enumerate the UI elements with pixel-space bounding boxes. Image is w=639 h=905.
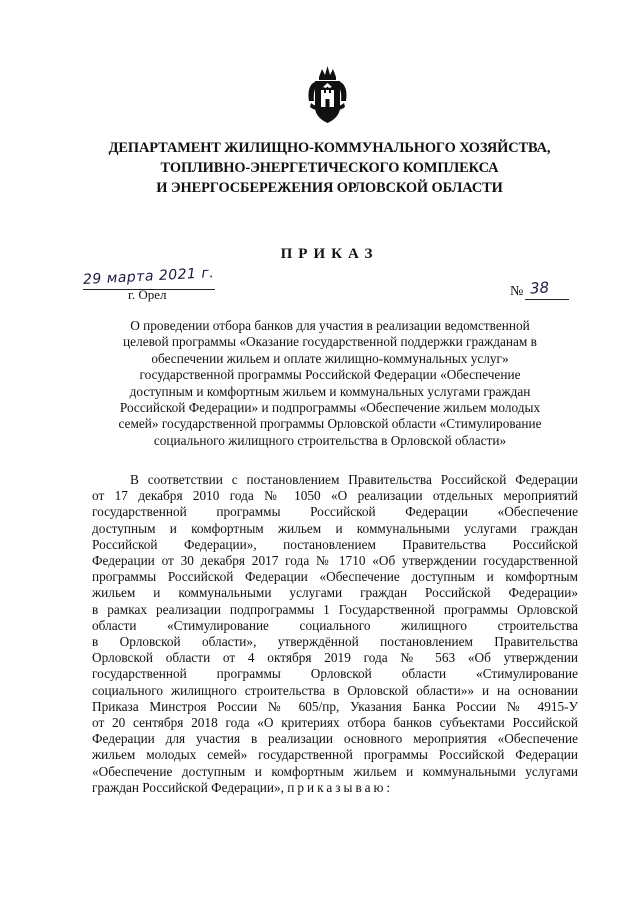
body-line: социального жилищного строительства в Орловской области»» и на основании [92, 682, 578, 698]
body-line: «Обеспечение доступным и комфортным жильем и коммунальными услугами [92, 763, 578, 779]
order-body [92, 472, 578, 796]
coat-of-arms-emblem [305, 63, 350, 127]
body-line: области «Стимулирование социального жилищного строительства [92, 617, 578, 633]
body-line-prefix: граждан Российской Федерации», [92, 779, 284, 795]
subject-line: доступным и комфортным жильем и коммунальных услугами граждан [129, 383, 531, 399]
subject-line: О проведении отбора банков для участия в реализации ведомственной [130, 318, 530, 333]
body-line: программы Российской Федерации «Обеспечение доступным и комфортным [92, 569, 578, 585]
body-line: государственной программы Орловской области «Стимулирование [92, 666, 578, 682]
order-command: приказываю: [287, 779, 394, 795]
body-line: В соответствии с постановлением Правительства Российской Федерации [130, 472, 578, 487]
department-line: ТОПЛИВНО-ЭНЕРГЕТИЧЕСКОГО КОМПЛЕКСА [160, 160, 499, 176]
subject-line: обеспечении жильем и оплате жилищно-коммунальных услуг» [151, 350, 509, 366]
number-underline [525, 299, 569, 300]
handwritten-date: 29 марта 2021 г. [82, 265, 215, 288]
order-number-label: № [510, 284, 524, 299]
subject-line: целевой программы «Оказание государственной поддержки гражданам в [123, 334, 537, 350]
body-line: в Орловской области», утверждённой постановлением Правительства [92, 634, 578, 650]
body-line: Федерации для участия в реализации основного мероприятия «Обеспечение [92, 731, 578, 747]
body-line: от 20 сентября 2018 года «О критериях отбора банков субъектами Российской [92, 715, 578, 731]
body-line: Российской Федерации», постановлением Правительства Российской [92, 536, 578, 552]
body-line: жильем и коммунальными услугами граждан Российской Федерации» [92, 585, 578, 601]
body-line: Орловской области от 4 октября 2019 года № 563 «Об утверждении [92, 650, 578, 666]
body-line: государственной программы Российской Федерации «Обеспечение [92, 504, 578, 520]
department-line: ДЕПАРТАМЕНТ ЖИЛИЩНО-КОММУНАЛЬНОГО ХОЗЯЙСТВА, [108, 140, 551, 156]
subject-line: семей» государственной программы Орловской области «Стимулирование [118, 416, 542, 432]
body-line: от 17 декабря 2010 года № 1050 «О реализации отдельных мероприятий [92, 488, 578, 504]
subject-line: Российской Федерации» и подпрограммы «Обеспечение жильем молодых [119, 400, 541, 416]
body-last-line [92, 780, 578, 796]
department-line: И ЭНЕРГОСБЕРЕЖЕНИЯ ОРЛОВСКОЙ ОБЛАСТИ [156, 180, 503, 196]
body-line: доступным и комфортным жильем и коммунальными услугами граждан [92, 520, 578, 536]
body-line: жильем молодых семей» государственной программы Российской Федерации [92, 747, 578, 763]
order-subject [95, 318, 565, 449]
order-title: ПРИКАЗ [280, 246, 379, 262]
body-line: Федерации от 30 декабря 2017 года № 1710 «Об утверждении государственной [92, 553, 578, 569]
body-line: Приказа Минстроя России № 605/пр, Указания Банка России № 4915-У [92, 698, 578, 714]
body-line: в рамках реализации подпрограммы 1 Государственной программы Орловской [92, 601, 578, 617]
subject-line: социального жилищного строительства в Орловской области» [153, 432, 507, 448]
city-label: г. Орел [128, 287, 167, 302]
handwritten-order-number: 38 [529, 278, 550, 298]
department-header [60, 138, 599, 198]
subject-line: государственной программы Российской Федерации «Обеспечение [139, 367, 521, 383]
